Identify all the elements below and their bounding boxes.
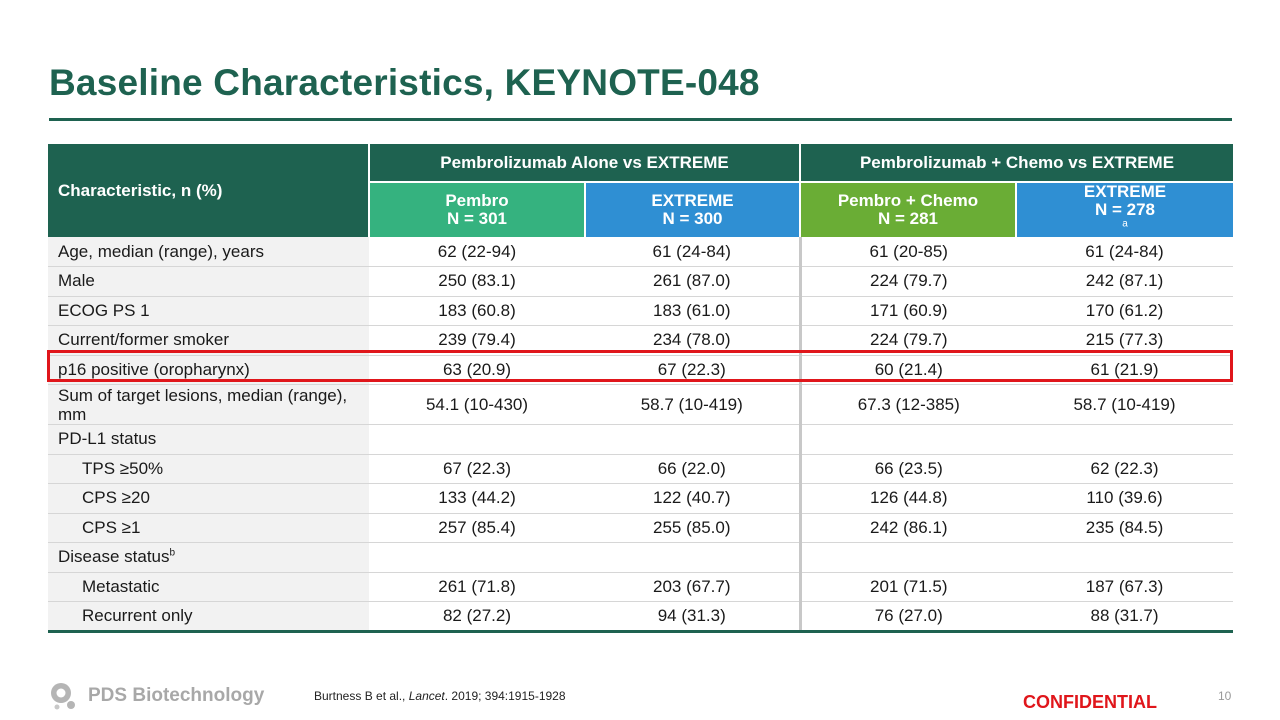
slide-title: Baseline Characteristics, KEYNOTE-048	[49, 62, 760, 103]
row-label-text: Sum of target lesions, median (range), mm	[58, 385, 348, 424]
table-row	[48, 237, 1233, 267]
table-row	[48, 513, 1233, 543]
table-cell: 242 (87.1)	[1016, 267, 1233, 297]
row-label-text: Age, median (range), years	[58, 241, 264, 261]
table-cell: 76 (27.0)	[800, 602, 1016, 632]
arm-name: EXTREME	[1083, 182, 1167, 201]
row-label	[48, 454, 369, 484]
company-name: PDS Biotechnology	[88, 685, 265, 706]
row-label-text: PD-L1 status	[58, 429, 157, 449]
table-cell: 203 (67.7)	[585, 572, 800, 602]
table-cell: 126 (44.8)	[800, 484, 1016, 514]
row-label-text: Current/former smoker	[58, 330, 229, 350]
citation	[314, 689, 566, 703]
table-cell	[1016, 543, 1233, 573]
row-label	[48, 602, 369, 632]
row-label-text: Recurrent only	[82, 605, 193, 625]
table-cell: 224 (79.7)	[800, 267, 1016, 297]
table-cell: 62 (22.3)	[1016, 454, 1233, 484]
footnote-marker: a	[1122, 218, 1128, 230]
table-cell: 255 (85.0)	[585, 513, 800, 543]
row-label-text: ECOG PS 1	[58, 300, 150, 320]
citation-details: . 2019; 394:1915-1928	[444, 689, 566, 703]
table-cell: 58.7 (10-419)	[1016, 385, 1233, 425]
table-row	[48, 355, 1233, 385]
group-header-pembro-alone: Pembrolizumab Alone vs EXTREME	[369, 144, 800, 182]
table-cell: 122 (40.7)	[585, 484, 800, 514]
page-number: 10	[1218, 689, 1232, 703]
row-label	[48, 355, 369, 385]
table-cell	[800, 543, 1016, 573]
table-cell: 82 (27.2)	[369, 602, 585, 632]
table-body	[48, 237, 1233, 631]
table-row	[48, 385, 1233, 425]
table-cell	[369, 425, 585, 455]
row-label	[48, 326, 369, 356]
table-cell: 250 (83.1)	[369, 267, 585, 297]
citation-authors: Burtness B et al.,	[314, 689, 409, 703]
arm-name: EXTREME	[651, 191, 734, 210]
title-divider	[49, 118, 1232, 121]
arm-name: Pembro	[445, 191, 509, 210]
table-cell: 66 (23.5)	[800, 454, 1016, 484]
row-label-text: TPS ≥50%	[82, 458, 164, 478]
row-label	[48, 385, 369, 425]
table-cell	[1016, 425, 1233, 455]
pds-logo-icon	[48, 681, 78, 711]
table-cell: 61 (21.9)	[1016, 355, 1233, 385]
table-cell: 67 (22.3)	[369, 454, 585, 484]
table-cell: 183 (61.0)	[585, 296, 800, 326]
table-cell: 257 (85.4)	[369, 513, 585, 543]
table-row	[48, 602, 1233, 632]
table-row	[48, 267, 1233, 297]
table-cell: 110 (39.6)	[1016, 484, 1233, 514]
row-label-text: Male	[58, 271, 95, 291]
footnote-marker: b	[169, 547, 176, 559]
table-row	[48, 484, 1233, 514]
table-cell: 261 (87.0)	[585, 267, 800, 297]
row-label	[48, 543, 369, 573]
baseline-characteristics-table	[48, 144, 1233, 633]
confidential-label: CONFIDENTIAL	[1023, 692, 1157, 712]
table-cell	[369, 543, 585, 573]
arm-header-extreme-2	[1016, 182, 1233, 237]
arm-n: N = 301	[446, 209, 507, 228]
table-cell: 170 (61.2)	[1016, 296, 1233, 326]
characteristic-header: Characteristic, n (%)	[48, 144, 369, 237]
table-cell: 58.7 (10-419)	[585, 385, 800, 425]
table-cell: 234 (78.0)	[585, 326, 800, 356]
table-cell: 171 (60.9)	[800, 296, 1016, 326]
arm-n: N = 300	[662, 209, 723, 228]
arm-name: Pembro + Chemo	[837, 191, 979, 210]
row-label	[48, 513, 369, 543]
arm-header-pembro-chemo	[800, 182, 1016, 237]
row-label	[48, 237, 369, 267]
table-cell: 54.1 (10-430)	[369, 385, 585, 425]
row-label	[48, 425, 369, 455]
row-label-text: Disease status	[58, 547, 170, 567]
row-label-text: CPS ≥20	[82, 488, 150, 508]
arm-n-value: N = 278	[1095, 200, 1156, 219]
table-cell	[585, 543, 800, 573]
table-row	[48, 425, 1233, 455]
row-label-text: Metastatic	[82, 576, 160, 596]
row-label	[48, 267, 369, 297]
table-cell: 62 (22-94)	[369, 237, 585, 267]
table-cell: 63 (20.9)	[369, 355, 585, 385]
table-cell: 187 (67.3)	[1016, 572, 1233, 602]
citation-journal: Lancet	[408, 689, 445, 703]
table-row	[48, 296, 1233, 326]
table-row	[48, 326, 1233, 356]
table-cell: 235 (84.5)	[1016, 513, 1233, 543]
table-cell: 215 (77.3)	[1016, 326, 1233, 356]
table-cell: 133 (44.2)	[369, 484, 585, 514]
row-label	[48, 484, 369, 514]
table-cell: 88 (31.7)	[1016, 602, 1233, 632]
arm-header-pembro	[369, 182, 585, 237]
row-label	[48, 572, 369, 602]
row-label-text: p16 positive (oropharynx)	[58, 359, 250, 379]
table-cell: 67.3 (12-385)	[800, 385, 1016, 425]
row-label-text: CPS ≥1	[82, 517, 141, 537]
arm-n	[1017, 201, 1233, 237]
table-cell: 239 (79.4)	[369, 326, 585, 356]
row-label	[48, 296, 369, 326]
table-cell: 61 (24-84)	[585, 237, 800, 267]
table-cell	[800, 425, 1016, 455]
table-cell: 66 (22.0)	[585, 454, 800, 484]
table-cell: 61 (24-84)	[1016, 237, 1233, 267]
table-row	[48, 454, 1233, 484]
table-cell: 224 (79.7)	[800, 326, 1016, 356]
company-logo	[48, 681, 264, 711]
group-header-pembro-chemo: Pembrolizumab + Chemo vs EXTREME	[800, 144, 1233, 182]
table-cell: 183 (60.8)	[369, 296, 585, 326]
table-cell: 61 (20-85)	[800, 237, 1016, 267]
table-cell: 242 (86.1)	[800, 513, 1016, 543]
table-row	[48, 572, 1233, 602]
table-cell: 67 (22.3)	[585, 355, 800, 385]
arm-n: N = 281	[877, 209, 938, 228]
table-cell: 94 (31.3)	[585, 602, 800, 632]
table-cell: 60 (21.4)	[800, 355, 1016, 385]
table-cell: 261 (71.8)	[369, 572, 585, 602]
table-row	[48, 543, 1233, 573]
arm-header-extreme	[585, 182, 800, 237]
table-cell: 201 (71.5)	[800, 572, 1016, 602]
table-cell	[585, 425, 800, 455]
